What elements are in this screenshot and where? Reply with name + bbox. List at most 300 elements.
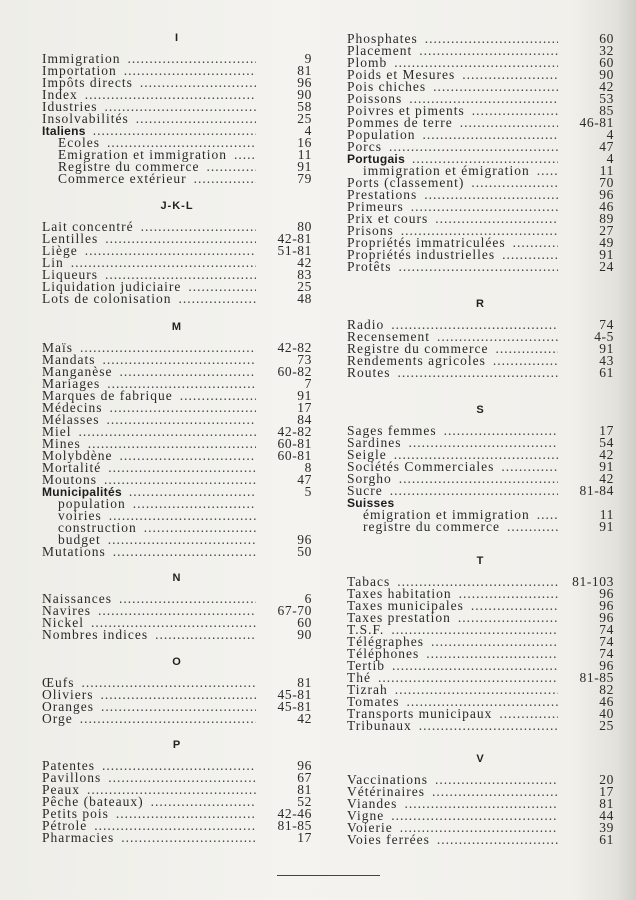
- dot-leader: [437, 834, 558, 846]
- entry-label: Index: [42, 87, 78, 102]
- entry-label: Insolvabilités: [42, 111, 129, 126]
- dot-leader: [389, 141, 558, 153]
- entry-page-number: 81: [599, 796, 614, 811]
- entry-page-number: 91: [599, 247, 614, 262]
- entry-page-number: 45-81: [277, 687, 312, 702]
- section-p-continued: [347, 33, 614, 273]
- entry-page-number: 20: [599, 772, 614, 787]
- entry-page-number: 39: [599, 820, 614, 835]
- section-heading: M: [171, 321, 183, 333]
- entry-label: Tomates: [347, 694, 400, 709]
- index-entry: [42, 832, 312, 844]
- entry-page-number: 8: [304, 460, 312, 475]
- entry-page-number: 85: [599, 103, 614, 118]
- index-entry: [347, 129, 614, 141]
- entry-label: Mutations: [42, 544, 106, 559]
- section-heading: V: [476, 753, 485, 765]
- entry-label: Commerce extérieur: [58, 171, 187, 186]
- entry-page-number: 61: [599, 832, 614, 847]
- dot-leader: [435, 213, 558, 225]
- entry-label: Population: [347, 127, 416, 142]
- section-heading: T: [476, 555, 485, 567]
- entry-label: Importation: [42, 63, 117, 78]
- entry-label: Oranges: [42, 699, 94, 714]
- entry-page-number: 42-82: [277, 340, 312, 355]
- entry-list: [42, 760, 312, 844]
- entry-label: Ecoles: [58, 135, 100, 150]
- dot-leader: [94, 820, 256, 832]
- entry-page-number: 60: [599, 31, 614, 46]
- entry-list: [347, 33, 614, 273]
- entry-label: Transports municipaux: [347, 706, 493, 721]
- entry-label: émigration et immigration: [363, 507, 530, 522]
- index-entry: [347, 612, 614, 624]
- entry-page-number: 24: [599, 259, 614, 274]
- dot-leader: [499, 708, 558, 720]
- entry-label: Sardines: [347, 435, 402, 450]
- entry-label: Portugais: [347, 152, 406, 166]
- dot-leader: [116, 808, 256, 820]
- entry-label: Mandats: [42, 352, 96, 367]
- right-index-column: [347, 0, 614, 900]
- entry-label: Lin: [42, 255, 64, 270]
- index-entry: [347, 261, 614, 273]
- index-entry: [347, 798, 614, 810]
- entry-label: Mariages: [42, 376, 101, 391]
- dot-leader: [180, 390, 256, 402]
- entry-page-number: 60-81: [277, 436, 312, 451]
- dot-leader: [108, 462, 256, 474]
- entry-label: Vétérinaires: [347, 784, 425, 799]
- entry-label: Poissons: [347, 91, 403, 106]
- dot-leader: [121, 832, 256, 844]
- entry-label: Mélasses: [42, 412, 100, 427]
- entry-label: Registre du commerce: [58, 159, 200, 174]
- index-entry: [347, 648, 614, 660]
- section-t: [347, 555, 614, 732]
- entry-label: Peaux: [42, 782, 80, 797]
- entry-label: Municipalités: [42, 485, 122, 499]
- dot-leader: [194, 173, 256, 185]
- section-i: [42, 32, 312, 185]
- entry-label: immigration et émigration: [363, 163, 530, 178]
- entry-page-number: 42-82: [277, 424, 312, 439]
- dot-leader: [390, 485, 558, 497]
- dot-leader: [151, 796, 256, 808]
- entry-page-number: 16: [297, 135, 312, 150]
- entry-page-number: 91: [297, 388, 312, 403]
- dot-leader: [108, 534, 256, 546]
- entry-page-number: 4: [304, 123, 312, 138]
- entry-label: Prestations: [347, 187, 418, 202]
- index-entry: [347, 437, 614, 449]
- entry-page-number: 42: [599, 471, 614, 486]
- entry-page-number: 54: [599, 435, 614, 450]
- entry-page-number: 81-85: [277, 818, 312, 833]
- left-index-column: [42, 0, 312, 900]
- entry-page-number: 61: [599, 365, 614, 380]
- dot-leader: [102, 760, 256, 772]
- entry-page-number: 73: [297, 352, 312, 367]
- dot-leader: [82, 677, 256, 689]
- index-entry: [347, 473, 614, 485]
- dot-leader: [495, 343, 558, 355]
- entry-label: Italiens: [42, 124, 86, 138]
- entry-label: construction: [58, 520, 137, 535]
- section-heading: I: [174, 32, 180, 44]
- entry-page-number: 91: [599, 519, 614, 534]
- entry-page-number: 60: [297, 615, 312, 630]
- entry-label: Petits pois: [42, 806, 109, 821]
- entry-page-number: 27: [599, 223, 614, 238]
- entry-list: [42, 342, 312, 558]
- entry-page-number: 74: [599, 646, 614, 661]
- dot-leader: [378, 672, 558, 684]
- section-heading: R: [476, 298, 485, 310]
- entry-page-number: 49: [599, 235, 614, 250]
- entry-label: Ports (classement): [347, 175, 465, 190]
- entry-label: Primeurs: [347, 199, 404, 214]
- entry-label: Œufs: [42, 675, 75, 690]
- entry-label: Poivres et piments: [347, 103, 465, 118]
- entry-label: Poids et Mesures: [347, 67, 456, 82]
- section-heading: O: [172, 656, 182, 668]
- entry-label: Pêche (bateaux): [42, 794, 144, 809]
- dot-leader: [107, 414, 257, 426]
- dot-leader: [399, 261, 558, 273]
- dot-leader: [98, 605, 256, 617]
- dot-leader: [471, 177, 558, 189]
- entry-label: Sorgho: [347, 471, 392, 486]
- entry-page-number: 42: [297, 255, 312, 270]
- entry-page-number: 96: [599, 586, 614, 601]
- entry-page-number: 52: [297, 794, 312, 809]
- dot-leader: [507, 521, 558, 533]
- dot-leader: [493, 355, 558, 367]
- entry-list: [347, 319, 614, 379]
- entry-label: Patentes: [42, 758, 95, 773]
- index-entry: [42, 233, 312, 245]
- entry-label: Prix et cours: [347, 211, 429, 226]
- entry-label: Impôts directs: [42, 75, 133, 90]
- index-subentry: [42, 173, 312, 185]
- entry-label: Phosphates: [347, 31, 418, 46]
- entry-page-number: 60-82: [277, 364, 312, 379]
- dot-leader: [124, 65, 256, 77]
- entry-label: Idustries: [42, 99, 98, 114]
- entry-page-number: 96: [297, 758, 312, 773]
- entry-page-number: 96: [599, 610, 614, 625]
- entry-label: Télégraphes: [347, 634, 424, 649]
- entry-page-number: 91: [599, 341, 614, 356]
- entry-list: [347, 576, 614, 732]
- dot-leader: [435, 774, 558, 786]
- entry-list: [42, 593, 312, 641]
- entry-page-number: 60-81: [277, 448, 312, 463]
- index-entry: [42, 414, 312, 426]
- entry-label: Thé: [347, 670, 371, 685]
- dot-leader: [460, 117, 558, 129]
- entry-page-number: 17: [599, 784, 614, 799]
- dot-leader: [537, 165, 558, 177]
- dot-leader: [119, 366, 256, 378]
- entry-page-number: 5: [304, 484, 312, 499]
- entry-page-number: 51-81: [277, 243, 312, 258]
- entry-page-number: 96: [599, 187, 614, 202]
- section-s: [347, 404, 614, 533]
- entry-page-number: 81: [297, 782, 312, 797]
- entry-page-number: 58: [297, 99, 312, 114]
- entry-page-number: 91: [297, 159, 312, 174]
- entry-label: Pavillons: [42, 770, 102, 785]
- entry-label: Orge: [42, 711, 73, 726]
- dot-leader: [136, 113, 256, 125]
- entry-label: Placement: [347, 43, 413, 58]
- dot-leader: [71, 257, 256, 269]
- index-entry: [42, 713, 312, 725]
- entry-label: Pois chiches: [347, 79, 427, 94]
- dot-leader: [105, 233, 256, 245]
- entry-label: Lentilles: [42, 231, 99, 246]
- dot-leader: [423, 129, 558, 141]
- entry-label: Radio: [347, 317, 385, 332]
- entry-page-number: 46-81: [579, 115, 614, 130]
- entry-page-number: 81: [297, 63, 312, 78]
- index-subentry: [347, 521, 614, 533]
- entry-label: T.S.F.: [347, 622, 385, 637]
- entry-label: Médecins: [42, 400, 103, 415]
- entry-label: Taxes prestation: [347, 610, 451, 625]
- section-p: [42, 739, 312, 844]
- dot-leader: [109, 402, 256, 414]
- entry-page-number: 47: [599, 139, 614, 154]
- entry-page-number: 81: [297, 675, 312, 690]
- index-entry: [42, 629, 312, 641]
- entry-label: Emigration et immigration: [58, 147, 227, 162]
- entry-label: Liquidation judiciaire: [42, 279, 182, 294]
- dot-leader: [458, 612, 558, 624]
- entry-label: Voies ferrées: [347, 832, 430, 847]
- section-v: [347, 753, 614, 846]
- entry-label: Lots de colonisation: [42, 291, 172, 306]
- dot-leader: [79, 426, 257, 438]
- dot-leader: [432, 786, 558, 798]
- entry-label: Moutons: [42, 472, 98, 487]
- entry-page-number: 74: [599, 622, 614, 637]
- dot-leader: [502, 249, 558, 261]
- entry-label: Navires: [42, 603, 91, 618]
- index-entry: [42, 701, 312, 713]
- dot-leader: [178, 293, 256, 305]
- entry-page-number: 11: [599, 507, 614, 522]
- dot-leader: [399, 473, 558, 485]
- entry-page-number: 17: [599, 423, 614, 438]
- entry-page-number: 91: [599, 459, 614, 474]
- entry-page-number: 90: [599, 67, 614, 82]
- dot-leader: [80, 342, 256, 354]
- section-j-k-l: [42, 200, 312, 305]
- entry-label: Immigration: [42, 51, 121, 66]
- entry-label: Mines: [42, 436, 81, 451]
- dot-leader: [206, 161, 256, 173]
- index-entry: [42, 77, 312, 89]
- entry-page-number: 96: [599, 598, 614, 613]
- entry-page-number: 4-5: [594, 329, 614, 344]
- dot-leader: [85, 245, 256, 257]
- entry-label: Recensement: [347, 329, 430, 344]
- entry-page-number: 17: [297, 830, 312, 845]
- entry-label: Oliviers: [42, 687, 94, 702]
- section-n: [42, 572, 312, 641]
- entry-page-number: 79: [297, 171, 312, 186]
- index-entry: [42, 245, 312, 257]
- entry-page-number: 7: [304, 376, 312, 391]
- entry-label: voiries: [58, 508, 102, 523]
- dot-leader: [404, 798, 558, 810]
- entry-page-number: 11: [297, 147, 312, 162]
- entry-label: Viandes: [347, 796, 398, 811]
- entry-label: Pommes de terre: [347, 115, 453, 130]
- entry-page-number: 42: [599, 447, 614, 462]
- entry-page-number: 53: [599, 91, 614, 106]
- entry-page-number: 81-84: [579, 483, 614, 498]
- section-heading: S: [476, 404, 485, 416]
- entry-list: [42, 221, 312, 305]
- entry-page-number: 4: [606, 127, 614, 142]
- entry-label: Taxes habitation: [347, 586, 452, 601]
- entry-label: Routes: [347, 365, 391, 380]
- index-entry: [42, 293, 312, 305]
- dot-leader: [419, 720, 558, 732]
- dot-leader: [411, 201, 558, 213]
- entry-label: Rendements agricoles: [347, 353, 486, 368]
- entry-list: [347, 425, 614, 533]
- entry-label: Liège: [42, 243, 78, 258]
- entry-label: Tizrah: [347, 682, 388, 697]
- entry-list: [42, 53, 312, 185]
- index-entry: [347, 720, 614, 732]
- entry-page-number: 70: [599, 175, 614, 190]
- index-entry: [42, 546, 312, 558]
- entry-label: Registre du commerce: [347, 341, 489, 356]
- index-entry: [42, 426, 312, 438]
- entry-label: Liqueurs: [42, 267, 98, 282]
- entry-page-number: 81-103: [572, 574, 614, 589]
- entry-page-number: 6: [304, 591, 312, 606]
- index-entry: [347, 660, 614, 672]
- section-m: [42, 321, 312, 558]
- dot-leader: [133, 498, 256, 510]
- entry-page-number: 11: [599, 163, 614, 178]
- entry-label: Nombres indices: [42, 627, 149, 642]
- section-heading: J-K-L: [160, 200, 194, 212]
- dot-leader: [108, 772, 256, 784]
- dot-leader: [128, 53, 257, 65]
- entry-label: Sages femmes: [347, 423, 437, 438]
- dot-leader: [395, 684, 558, 696]
- dot-leader: [409, 437, 559, 449]
- entry-label: Tertib: [347, 658, 386, 673]
- entry-list: [347, 774, 614, 846]
- index-entry: [42, 772, 312, 784]
- dot-leader: [155, 629, 256, 641]
- entry-label: Tabacs: [347, 574, 391, 589]
- dot-leader: [88, 438, 256, 450]
- dot-leader: [398, 367, 558, 379]
- entry-page-number: 74: [599, 317, 614, 332]
- dot-leader: [471, 600, 558, 612]
- dot-leader: [120, 450, 257, 462]
- dot-leader: [513, 237, 558, 249]
- dot-leader: [101, 689, 257, 701]
- dot-leader: [426, 648, 558, 660]
- entry-page-number: 42: [297, 711, 312, 726]
- entry-label: Porcs: [347, 139, 382, 154]
- entry-label: Propriétés immatriculées: [347, 235, 506, 250]
- dot-leader: [129, 486, 256, 498]
- entry-label: Maïs: [42, 340, 73, 355]
- entry-page-number: 96: [297, 532, 312, 547]
- entry-page-number: 50: [297, 544, 312, 559]
- entry-label: Lait concentré: [42, 219, 134, 234]
- entry-page-number: 32: [599, 43, 614, 58]
- dot-leader: [392, 660, 558, 672]
- dot-leader: [140, 77, 256, 89]
- index-entry: [347, 834, 614, 846]
- entry-page-number: 60: [599, 55, 614, 70]
- entry-page-number: 83: [297, 267, 312, 282]
- dot-leader: [104, 474, 256, 486]
- section-r: [347, 298, 614, 379]
- entry-page-number: 48: [297, 291, 312, 306]
- dot-leader: [119, 593, 256, 605]
- entry-page-number: 80: [297, 219, 312, 234]
- entry-page-number: 81-85: [579, 670, 614, 685]
- dot-leader: [103, 354, 257, 366]
- entry-label: Prisons: [347, 223, 394, 238]
- entry-page-number: 74: [599, 634, 614, 649]
- dot-leader: [472, 105, 558, 117]
- entry-label: Naissances: [42, 591, 112, 606]
- entry-page-number: 96: [297, 75, 312, 90]
- entry-label: population: [58, 496, 126, 511]
- entry-page-number: 17: [297, 400, 312, 415]
- entry-label: Sucre: [347, 483, 383, 498]
- index-entry: [347, 45, 614, 57]
- entry-page-number: 9: [304, 51, 312, 66]
- dot-leader: [431, 636, 558, 648]
- entry-label: Miel: [42, 424, 72, 439]
- entry-page-number: 42-46: [277, 806, 312, 821]
- footer-rule: [277, 875, 380, 876]
- entry-list: [42, 677, 312, 725]
- entry-label: Mortalité: [42, 460, 102, 475]
- entry-page-number: 44: [599, 808, 614, 823]
- entry-label: Vaccinations: [347, 772, 428, 787]
- entry-page-number: 25: [297, 279, 312, 294]
- entry-label: Propriétés industrielles: [347, 247, 496, 262]
- dot-leader: [425, 33, 558, 45]
- dot-leader: [144, 522, 256, 534]
- section-heading: N: [172, 572, 182, 584]
- entry-page-number: 67-70: [277, 603, 312, 618]
- entry-page-number: 4: [606, 151, 614, 166]
- dot-leader: [80, 713, 256, 725]
- entry-page-number: 40: [599, 706, 614, 721]
- entry-page-number: 42: [599, 79, 614, 94]
- entry-page-number: 25: [599, 718, 614, 733]
- entry-label: Sociétés Commerciales: [347, 459, 495, 474]
